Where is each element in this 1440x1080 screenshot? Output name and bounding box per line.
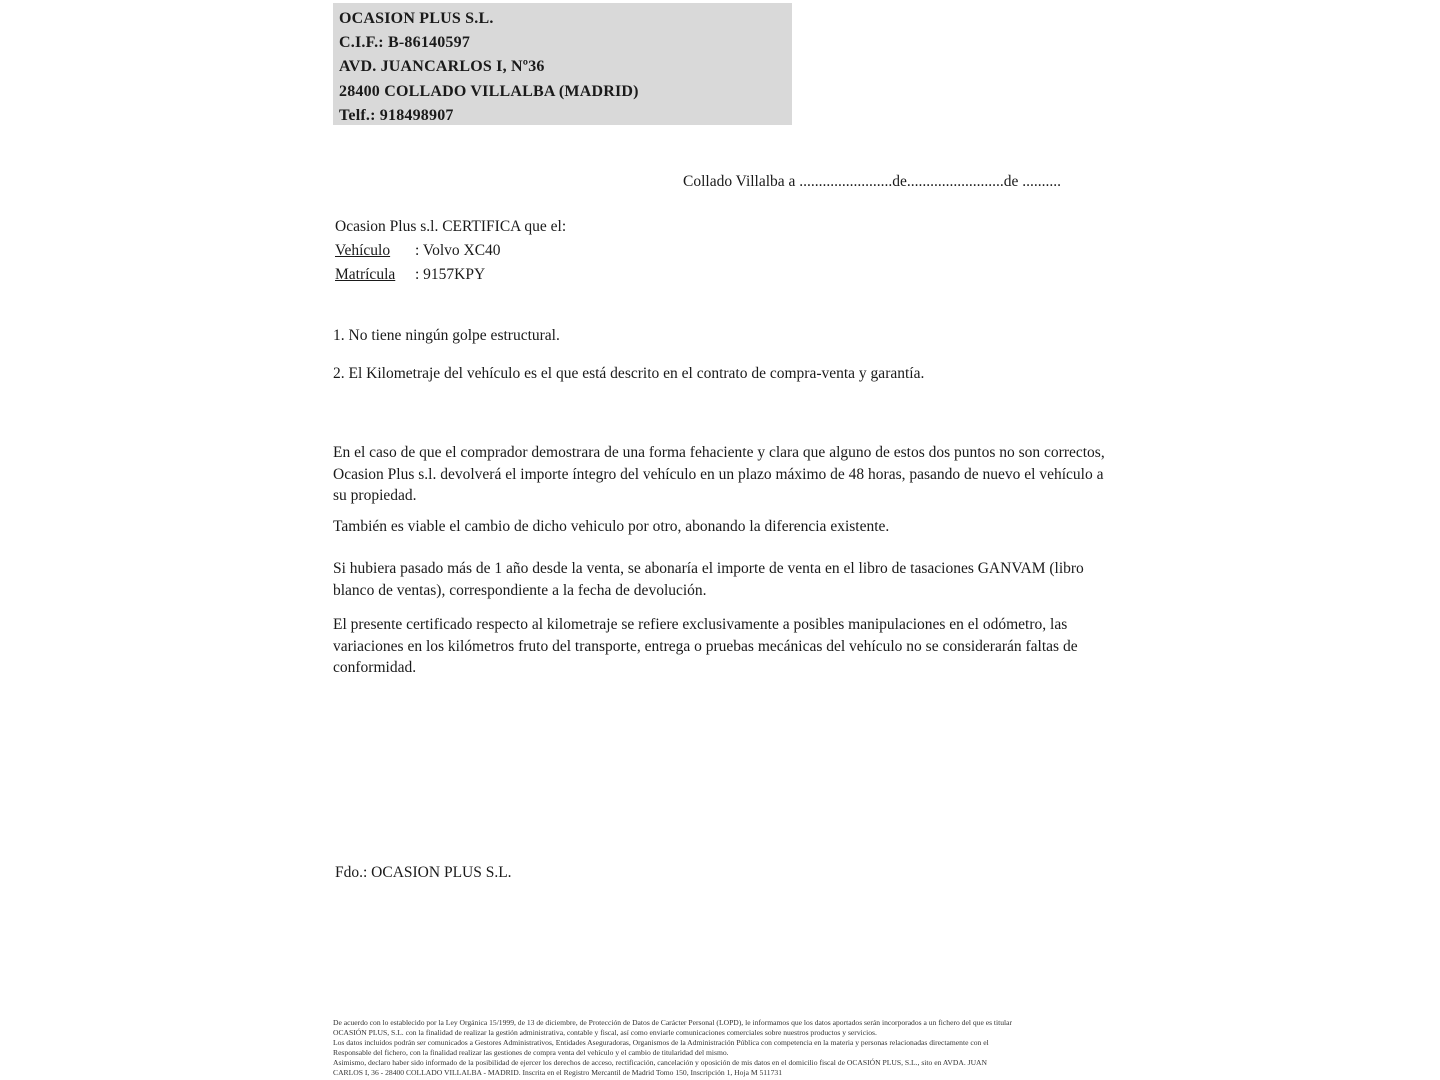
plate-label: Matrícula	[335, 266, 396, 283]
date-line: Collado Villalba a ........................de.........................de ..........	[683, 173, 1062, 190]
plate-row	[335, 266, 485, 284]
signature-line: Fdo.: OCASION PLUS S.L.	[335, 864, 512, 881]
company-city: 28400 COLLADO VILLALBA (MADRID)	[339, 82, 639, 100]
plate-value: : 9157KPY	[415, 266, 486, 283]
refund-paragraph: En el caso de que el comprador demostrara de una forma fehaciente y clara que alguno de estos dos puntos no son correctos, Ocasion Plus s.l. devolverá el importe íntegro del vehículo en un plazo máximo de 48 horas, pasando de nuevo el vehículo a su propiedad.	[333, 444, 1105, 504]
legal-footer	[333, 1018, 1111, 1079]
odometer-paragraph: El presente certificado respecto al kilometraje se refiere exclusivamente a posibles manipulaciones en el odómetro, las variaciones en los kilómetros fruto del transporte, entrega o pruebas mecánicas del vehículo no se considerarán faltas de conformidad.	[333, 616, 1078, 676]
company-phone: Telf.: 918498907	[339, 106, 454, 124]
legal-line-4: Responsable del fichero, con la finalidad realizar las gestiones de compra venta del vehículo y el cambio de titularidad del mismo.	[333, 1048, 729, 1058]
company-name: OCASION PLUS S.L.	[339, 10, 494, 27]
legal-line-3: Los datos incluidos podrán ser comunicados a Gestores Administrativos, Entidades Aseguradoras, Organismos de la Administración Pública con competencia en la materia y personas relacionadas directamente con el	[333, 1038, 989, 1048]
certify-intro: Ocasion Plus s.l. CERTIFICA que el:	[335, 218, 567, 235]
company-address: AVD. JUANCARLOS I, Nº36	[339, 58, 545, 76]
vehicle-row	[335, 242, 501, 260]
legal-line-6: CARLOS I, 36 - 28400 COLLADO VILLALBA - MADRID. Inscrita en el Registro Mercantil de Madrid Tomo 150, Inscripción 1, Hoja M 511731	[333, 1068, 782, 1078]
legal-line-5: Asimismo, declaro haber sido informado de la posibilidad de ejercer los derechos de acceso, rectificación, cancelación y oposición de mis datos en el domicilio fiscal de OCASIÓN PLUS, S.L., sito en AVDA. JUAN	[333, 1058, 988, 1068]
condition-point-1: 1. No tiene ningún golpe estructural.	[333, 327, 560, 344]
company-cif: C.I.F.: B-86140597	[339, 34, 471, 52]
exchange-paragraph: También es viable el cambio de dicho vehiculo por otro, abonando la diferencia existente.	[333, 518, 890, 535]
legal-line-1: De acuerdo con lo establecido por la Ley Orgánica 15/1999, de 13 de diciembre, de Protección de Datos de Carácter Personal (LOPD), le informamos que los datos aportados serán incorporados a un fichero del que es titular	[333, 1018, 1013, 1027]
legal-line-2: OCASIÓN PLUS, S.L. con la finalidad de realizar la gestión administrativa, contable y fiscal, así como enviarle comunicaciones comerciales sobre nuestros productos y servicios.	[333, 1028, 877, 1038]
condition-point-2: 2. El Kilometraje del vehículo es el que está descrito en el contrato de compra-venta y garantía.	[333, 365, 925, 382]
vehicle-value: : Volvo XC40	[415, 242, 501, 259]
ganvam-paragraph: Si hubiera pasado más de 1 año desde la venta, se abonaría el importe de venta en el libro de tasaciones GANVAM (libro blanco de ventas), correspondiente a la fecha de devolución.	[333, 560, 1084, 599]
vehicle-label: Vehículo	[335, 242, 391, 259]
company-header-box	[333, 3, 792, 125]
